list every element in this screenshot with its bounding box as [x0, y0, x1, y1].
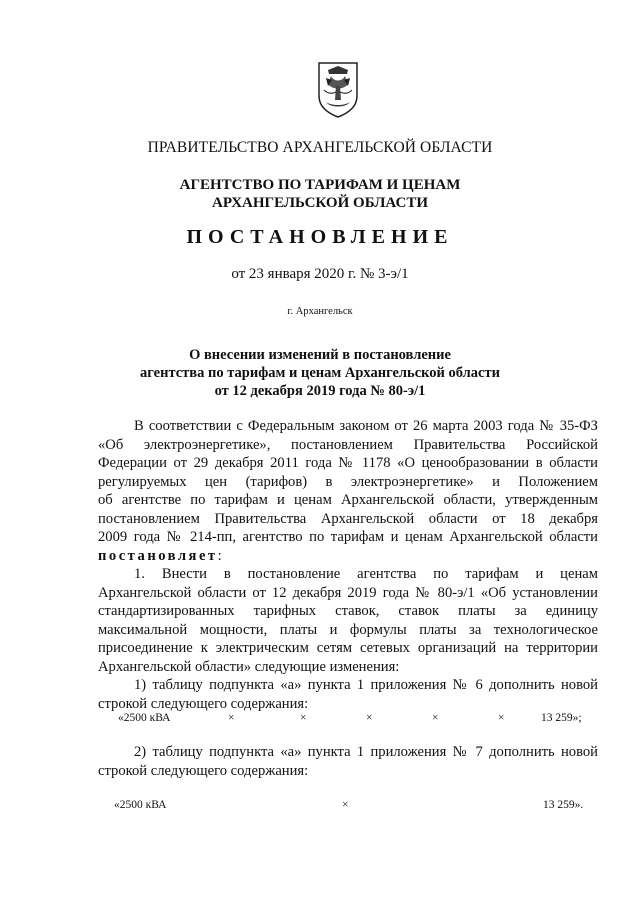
preamble-line: Федерации от 29 декабря 2011 года № 1178 «О ценообразовании в области: [98, 455, 598, 471]
preamble-line: об агентстве по тарифам и ценам Архангельской области, утвержденным: [98, 492, 598, 508]
government-name: ПРАВИТЕЛЬСТВО АРХАНГЕЛЬСКОЙ ОБЛАСТИ: [147, 139, 493, 156]
row-1-label: «2500 кВА: [118, 712, 171, 724]
row-2-cross-1: ×: [342, 799, 349, 811]
decree-line: [98, 547, 598, 566]
document-city: г. Архангельск: [287, 306, 353, 317]
preamble-line: регулируемых цен (тарифов) в электроэнергетике» и Положением: [98, 473, 598, 490]
item-1-line: 1. Внести в постановление агентства по тарифам и ценам: [134, 566, 598, 582]
agency-name-line2: АРХАНГЕЛЬСКОЙ ОБЛАСТИ: [212, 195, 428, 211]
decree-colon: :: [217, 547, 222, 564]
preamble-line: В соответствии с Федеральным законом от 26 марта 2003 года № 35-ФЗ: [134, 418, 598, 434]
item-1-line: стандартизированных тарифных ставок, ставок платы за единицу: [98, 603, 598, 619]
row-1-cross-1: ×: [228, 712, 235, 724]
coat-of-arms-icon: [316, 60, 360, 118]
row-1-cross-4: ×: [432, 712, 439, 724]
subitem-1-line: 1) таблицу подпункта «а» пункта 1 приложения № 6 дополнить новой: [134, 677, 598, 693]
subitem-2-paragraph: [98, 743, 598, 780]
preamble-paragraph: [98, 417, 598, 565]
row-1-cross-2: ×: [300, 712, 307, 724]
document-type: ПОСТАНОВЛЕНИЕ: [186, 226, 454, 248]
agency-name: [0, 176, 640, 212]
subitem-2-line: 2) таблицу подпункта «а» пункта 1 приложения № 7 дополнить новой: [134, 744, 598, 760]
agency-name-line1: АГЕНТСТВО ПО ТАРИФАМ И ЦЕНАМ: [179, 177, 461, 193]
subitem-1-line: строкой следующего содержания:: [98, 695, 309, 712]
decree-word: постановляет: [98, 547, 218, 564]
item-1-line: присоединение к электрическим сетям сетевых организаций на территории: [98, 640, 598, 656]
row-2-label: «2500 кВА: [114, 799, 167, 811]
document-subject: [0, 346, 640, 400]
preamble-line: постановлением Правительства Архангельской области от 18 декабря: [98, 510, 598, 527]
item-1-line: максимальной мощности, платы и формулы платы за технологическое: [98, 621, 598, 638]
item-1-paragraph: [98, 565, 598, 676]
preamble-line: «Об электроэнергетике», постановлением Правительства Российской: [98, 436, 598, 453]
row-1-cross-5: ×: [498, 712, 505, 724]
row-1-value: 13 259»;: [541, 712, 582, 724]
preamble-line: 2009 года № 214-пп, агентство по тарифам и ценам Архангельской области: [98, 529, 598, 545]
item-1-line: Архангельской области» следующие изменения:: [98, 658, 400, 675]
subitem-1-paragraph: [98, 676, 598, 713]
row-2-value: 13 259».: [543, 799, 584, 811]
item-1-line: Архангельской области от 12 декабря 2019 года № 80-э/1 «Об установлении: [98, 584, 598, 601]
row-1-cross-3: ×: [366, 712, 373, 724]
subject-line2: агентства по тарифам и ценам Архангельской области: [140, 365, 500, 381]
subitem-2-line: строкой следующего содержания:: [98, 762, 309, 779]
subject-line1: О внесении изменений в постановление: [189, 347, 451, 363]
document-date-number: от 23 января 2020 г. № 3-э/1: [231, 266, 409, 282]
subject-line3: от 12 декабря 2019 года № 80-э/1: [214, 383, 426, 399]
